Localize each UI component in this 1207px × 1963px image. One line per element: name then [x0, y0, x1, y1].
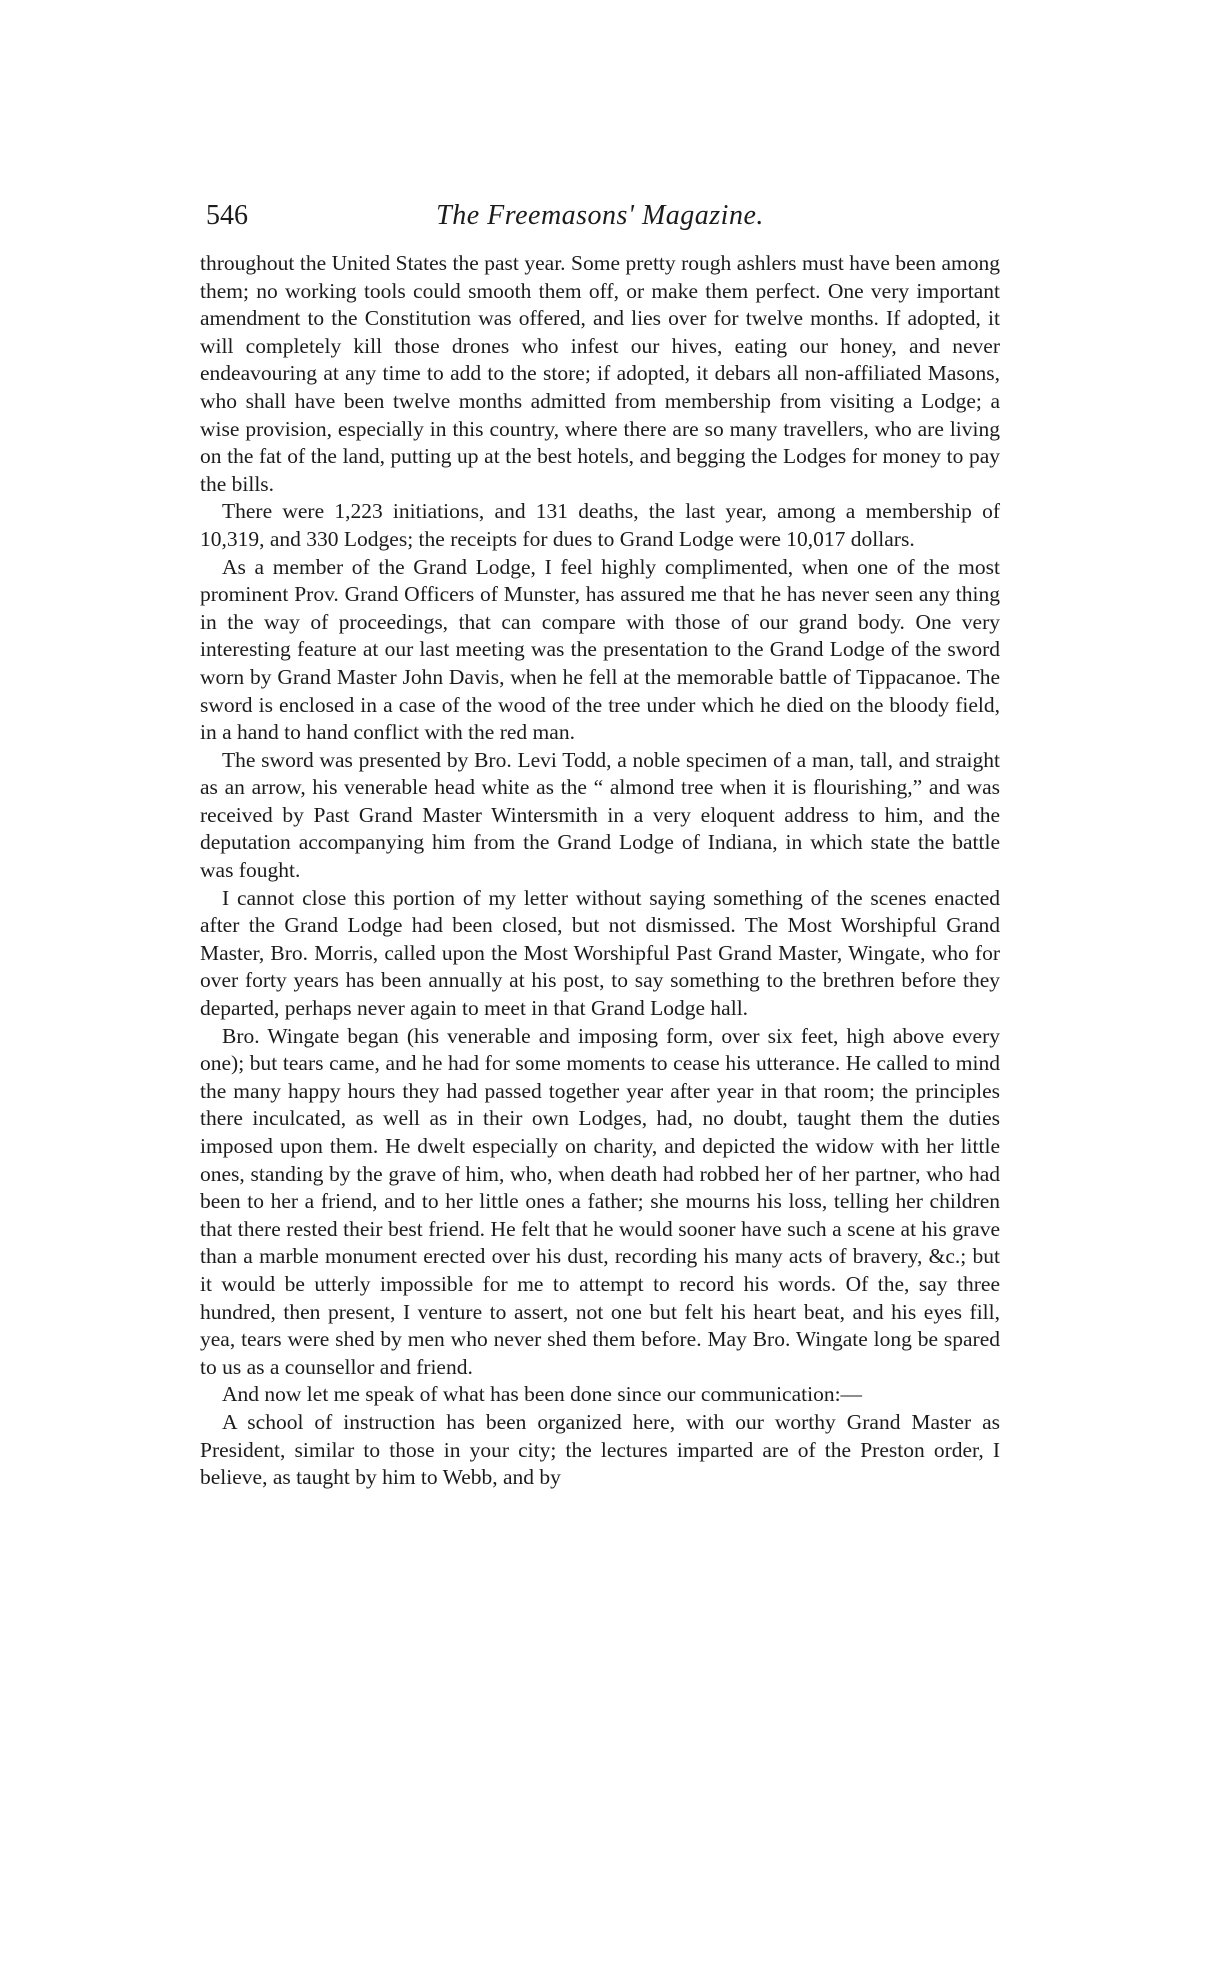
paragraph-transition: And now let me speak of what has been done since our communication:—	[222, 1382, 863, 1407]
paragraph-statistics: There were 1,223 initiations, and 131 deaths, the last year, among a membership of 10,319, and 330 Lodges; the receipts for dues to Grand Lodge were 10,017 dollars.	[200, 499, 1000, 551]
running-head	[200, 200, 1000, 250]
paragraph-continued: throughout the United States the past year. Some pretty rough ashlers must have been among them; no working tools could smooth them off, or make them perfect. One very important amendment to the Constitution was offered, and lies over for twelve months. If adopted, it will completely kill those drones who infest our hives, eating our honey, and never endeavouring at any time to add to the store; if adopted, it debars all non-affiliated Masons, who shall have been twelve months admitted from membership from visiting a Lodge; a wise provision, especially in this country, where there are so many travellers, who are living on the fat of the land, putting up at the best hotels, and begging the Lodges for money to pay the bills.	[200, 251, 1000, 496]
page	[200, 200, 1000, 1492]
article-body	[200, 250, 1000, 1492]
paragraph-sword-presentation: As a member of the Grand Lodge, I feel highly complimented, when one of the most prominent Prov. Grand Officers of Munster, has assured me that he has never seen any thing in the way of proceedings, that can compare with those of our grand body. One very interesting feature at our last meeting was the presentation to the Grand Lodge of the sword worn by Grand Master John Davis, when he fell at the memorable battle of Tippacanoe. The sword is enclosed in a case of the wood of the tree under which he died on the bloody field, in a hand to hand conflict with the red man.	[200, 554, 1000, 745]
paragraph-wingate-address: Bro. Wingate began (his venerable and imposing form, over six feet, high above every one); but tears came, and he had for some moments to cease his utterance. He called to mind the many happy hours they had passed together year after year in that room; the principles there inculcated, as well as in their own Lodges, had, no doubt, taught them the duties imposed upon them. He dwelt especially on charity, and depicted the widow with her little ones, standing by the grave of him, who, when death had robbed her of her partner, who had been to her a friend, and to her little ones a father; she mourns his loss, telling her children that there rested their best friend. He felt that he would sooner have such a scene at his grave than a marble monument erected over his dust, recording his many acts of bravery, &c.; but it would be utterly impossible for me to attempt to record his words. Of the, say three hundred, then present, I venture to assert, not one but felt his heart beat, and his eyes fill, yea, tears were shed by men who never shed them before. May Bro. Wingate long be spared to us as a counsellor and friend.	[200, 1023, 1000, 1379]
paragraph-closing-scenes: I cannot close this portion of my letter without saying something of the scenes enacted after the Grand Lodge had been closed, but not dismissed. The Most Worshipful Grand Master, Bro. Morris, called upon the Most Worshipful Past Grand Master, Wingate, who for over forty years has been annually at his post, to say something to the brethren before they departed, perhaps never again to meet in that Grand Lodge hall.	[200, 885, 1000, 1021]
page-number: 546	[206, 200, 248, 231]
paragraph-levi-todd: The sword was presented by Bro. Levi Todd, a noble specimen of a man, tall, and straight as an arrow, his venerable head white as the “ almond tree when it is flourishing,” and was received by Past Grand Master Wintersmith in a very eloquent address to him, and the deputation accompanying him from the Grand Lodge of Indiana, in which state the battle was fought.	[200, 747, 1000, 883]
journal-title: The Freemasons' Magazine.	[436, 200, 764, 231]
paragraph-school-of-instruction: A school of instruction has been organized here, with our worthy Grand Master as President, similar to those in your city; the lectures imparted are of the Preston order, I believe, as taught by him to Webb, and by	[200, 1409, 1000, 1490]
